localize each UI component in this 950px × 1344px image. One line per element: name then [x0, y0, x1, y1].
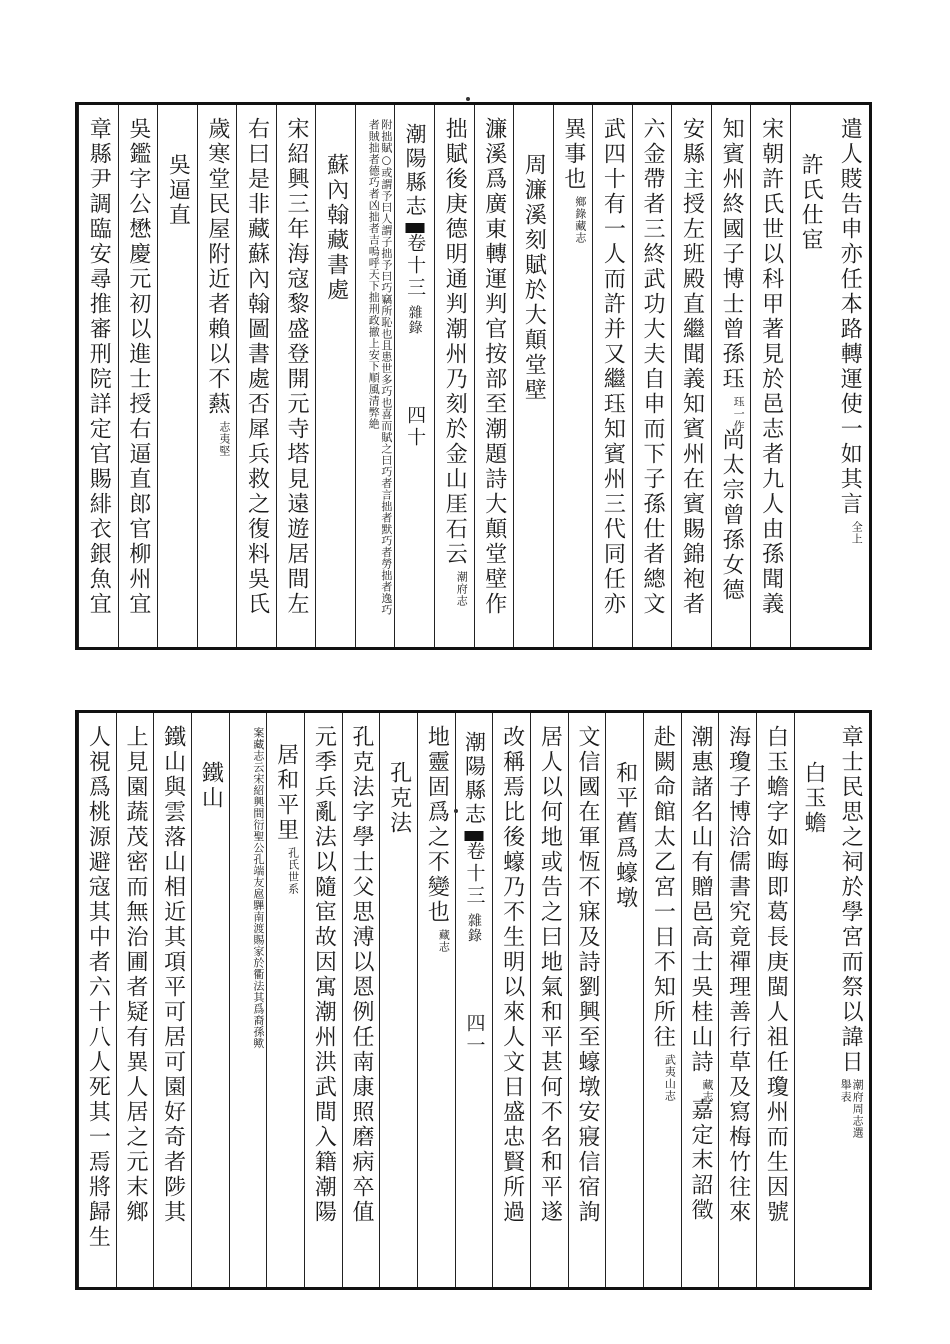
text-column — [592, 105, 632, 647]
text-column — [530, 713, 568, 1287]
text-column — [829, 105, 869, 647]
body-text: 章縣尹調臨安尋推審刑院詳定官賜緋衣銀魚宜 — [86, 117, 112, 617]
section-heading: 孔克法 — [386, 761, 412, 836]
text-column — [78, 713, 116, 1287]
body-text: 六金帶者三終武功大夫自申而下子孫仕者總文 — [639, 117, 665, 617]
text-column — [157, 105, 197, 647]
source-note: 武夷山志 — [663, 1054, 677, 1102]
text-column — [197, 105, 237, 647]
page-number: 四十 — [404, 405, 427, 449]
source-note: 珏一作 — [732, 396, 746, 432]
text-column — [671, 105, 711, 647]
text-column — [681, 713, 719, 1287]
body-text: 宋紹興三年海寇黎盛登開元寺塔見遠遊居間左 — [284, 117, 310, 617]
text-column — [266, 713, 304, 1287]
page-number: 四一 — [463, 1013, 486, 1057]
body-text: 改稱焉比後蠔乃不生明以來人文日盛忠賢所過 — [499, 725, 525, 1225]
source-note: 孔氏世系 — [286, 847, 300, 895]
volume-label: 卷十三 — [465, 831, 484, 907]
body-text: 鐵山與雲落山相近其項平可居可園好奇者陟其 — [160, 725, 186, 1225]
bottom-page-columns — [78, 713, 869, 1287]
body-text: 孔克法字學士父思溥以恩例任南康照磨病卒值 — [349, 725, 375, 1225]
source-note: 藏志 — [437, 929, 451, 953]
text-column — [643, 713, 681, 1287]
fold-column — [394, 105, 434, 647]
text-column — [276, 105, 316, 647]
text-column — [118, 105, 158, 647]
text-column — [711, 105, 751, 647]
top-page-columns — [78, 105, 869, 647]
body-text-continued: 尚太宗曾孫女德 — [719, 428, 745, 603]
body-text: 潮惠諸名山有贈邑高士吳桂山詩 — [688, 725, 714, 1075]
body-text: 宋朝許氏世以科甲著見於邑志者九人由孫聞義 — [758, 117, 784, 617]
body-text: 人視爲桃源避寇其中者六十八人死其一焉將歸生 — [85, 725, 111, 1250]
book-title: 潮陽縣志 — [462, 731, 487, 827]
source-note: 潮府志 — [455, 571, 469, 607]
text-column — [355, 105, 395, 647]
text-column — [605, 713, 643, 1287]
text-column — [236, 105, 276, 647]
body-text: 知賓州終國子博士曾孫珏 — [719, 117, 745, 392]
source-note: 藏志 — [701, 1079, 715, 1103]
text-column — [831, 713, 869, 1287]
text-column — [342, 713, 380, 1287]
body-text: 居和平里 — [273, 743, 299, 843]
text-column — [153, 713, 191, 1287]
body-text: 地靈固爲之不變也 — [424, 725, 450, 925]
text-column — [750, 105, 790, 647]
body-text: 武四十有一人而許并又繼珏知賓州三代同任亦 — [600, 117, 626, 617]
section-heading: 鐵山 — [198, 761, 224, 811]
text-column — [568, 713, 606, 1287]
body-text: 右曰是非藏蘇內翰圖書處否犀兵救之復料吳氏 — [244, 117, 270, 617]
text-column — [756, 713, 794, 1287]
body-text: 濂溪爲廣東轉運判官按部至潮題詩大顛堂壁作 — [481, 117, 507, 617]
text-column — [417, 713, 455, 1287]
body-text: 文信國在軍恆不寐及詩劉興至蠔墩安寢信宿詢 — [575, 725, 601, 1225]
text-column — [434, 105, 474, 647]
source-note: 鄉錄藏志 — [573, 196, 587, 244]
text-column — [304, 713, 342, 1287]
body-text: 拙賦後庚德明通判潮州乃刻於金山厓石云 — [442, 117, 468, 567]
text-column — [191, 713, 229, 1287]
body-text-continued: 嘉定末詔徵 — [688, 1098, 714, 1223]
section-heading: 和平舊爲蠔墩 — [612, 761, 638, 911]
top-page-frame — [75, 102, 872, 650]
text-column — [78, 105, 118, 647]
body-text: 海瓊子博洽儒書究竟禪理善行草及寫梅竹往來 — [725, 725, 751, 1225]
volume-label: 卷十三 — [405, 223, 424, 299]
body-text: 歲寒堂民屋附近者賴以不爇 — [204, 117, 230, 417]
section-heading: 吳逼直 — [165, 153, 191, 228]
section-heading: 白玉蟾 — [801, 761, 827, 836]
fold-column — [455, 713, 493, 1287]
body-text: 元季兵亂法以隨宦故因寓潮州洪武間入籍潮陽 — [311, 725, 337, 1225]
text-column — [718, 713, 756, 1287]
body-text: 白玉蟾字如晦即葛長庚閩人祖任瓊州而生因號 — [763, 725, 789, 1225]
text-column — [794, 713, 832, 1287]
body-text: 異事也 — [560, 117, 586, 192]
text-column — [492, 713, 530, 1287]
body-text: 遣人䝸告申亦任本路轉運使一如其言 — [837, 117, 863, 517]
section-label: 雜錄 — [406, 305, 423, 335]
body-text: 赴闕命館太乙宮一日不知所往 — [650, 725, 676, 1050]
text-column — [229, 713, 267, 1287]
body-text: 上見園蔬茂密而無治圃者疑有異人居之元末鄉 — [123, 725, 149, 1225]
text-column — [553, 105, 593, 647]
body-text: 居人以何地或告之曰地氣和平甚何不名和平遂 — [537, 725, 563, 1225]
body-text: 吳鑑字公懋慶元初以進士授右逼直郎官柳州宜 — [125, 117, 151, 617]
ink-speck — [454, 809, 458, 813]
annotation-text: 附拙賦○或謂予曰人謂子拙予曰巧竊所恥也且患世多巧也喜而賦之曰巧者言拙者默巧者勞拙者逸巧者賊拙者德巧者凶拙者吉嗚呼天下拙刑政撤上安下順風清弊絶 — [367, 119, 393, 616]
section-heading: 周濂溪刻賦於大顛堂壁 — [521, 153, 547, 403]
bottom-page-frame — [75, 710, 872, 1290]
section-heading: 許氏仕宦 — [798, 153, 824, 253]
section-label: 雜錄 — [466, 913, 483, 943]
text-column — [513, 105, 553, 647]
source-note: 潮府周志選舉表 — [839, 1079, 865, 1139]
annotation-text: 案藏志云宋紹興間衍聖公孔端友扈驆南渡賜家於衢法其爲裔孫歟 — [251, 727, 265, 1049]
text-column — [790, 105, 830, 647]
book-title: 潮陽縣志 — [403, 123, 428, 219]
section-heading: 蘇內翰藏書處 — [323, 153, 349, 303]
ink-speck — [466, 97, 470, 101]
text-column — [116, 713, 154, 1287]
source-note: 全上 — [850, 521, 864, 545]
body-text: 章士民思之祠於學宮而祭以諱日 — [838, 725, 864, 1075]
text-column — [632, 105, 672, 647]
body-text: 安縣主授左班殿直繼聞義知賓州在賓賜錦袍者 — [679, 117, 705, 617]
text-column — [379, 713, 417, 1287]
text-column — [474, 105, 514, 647]
source-note: 志夷堅 — [217, 421, 231, 457]
text-column — [315, 105, 355, 647]
